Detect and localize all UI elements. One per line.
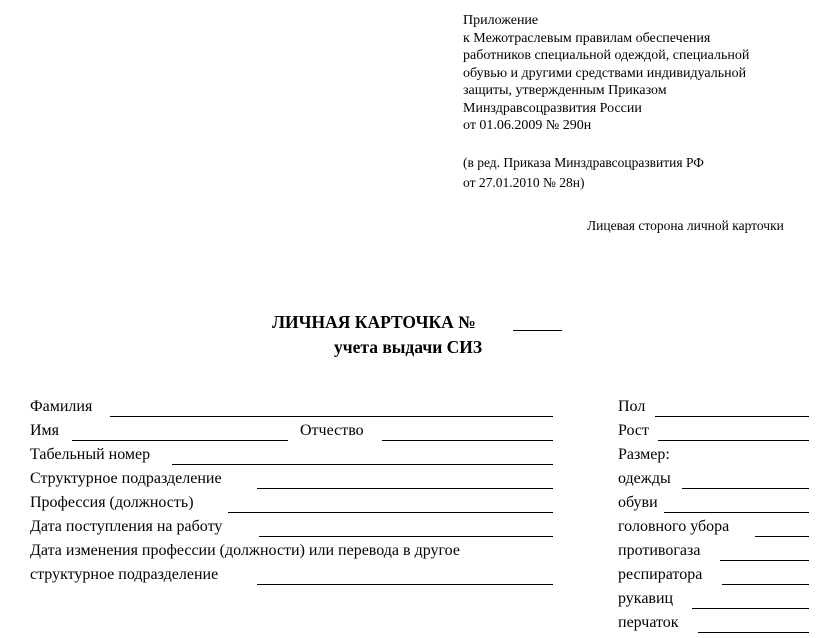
mittens-size-label: рукавиц [618, 590, 674, 607]
headwear-size-label: головного убора [618, 518, 730, 535]
gas-mask-size-field[interactable] [720, 560, 809, 561]
appendix-line: к Межотраслевым правилам обеспечения [463, 30, 711, 46]
respirator-size-field[interactable] [722, 584, 809, 585]
clothes-size-label: одежды [618, 470, 671, 487]
name-label: Имя [30, 422, 60, 439]
shoes-size-field[interactable] [664, 512, 809, 513]
profession-field[interactable] [228, 512, 553, 513]
change-field[interactable] [257, 584, 553, 585]
department-field[interactable] [257, 488, 553, 489]
card-number-field[interactable] [513, 330, 562, 331]
respirator-size-label: респиратора [618, 566, 703, 583]
appendix-line: обувью и другими средствами индивидуальной [463, 65, 747, 81]
clothes-size-field[interactable] [682, 488, 809, 489]
headwear-size-field[interactable] [755, 536, 809, 537]
gloves-size-field[interactable] [698, 632, 809, 633]
name-field[interactable] [72, 440, 288, 441]
edition-line: (в ред. Приказа Минздравсоцразвития РФ [463, 155, 704, 170]
personnel-number-field[interactable] [172, 464, 553, 465]
patronymic-label: Отчество [300, 422, 364, 439]
appendix-block [463, 12, 749, 135]
appendix-line: защиты, утвержденным Приказом [463, 83, 667, 98]
gender-label: Пол [618, 398, 646, 415]
gloves-size-label: перчаток [618, 614, 679, 631]
hire-date-label: Дата поступления на работу [30, 518, 223, 535]
appendix-line: работников специальной одеждой, специальной [463, 48, 750, 63]
size-label: Размер: [618, 446, 670, 463]
change-date-label: Дата изменения профессии (должности) или перевода в другое [30, 542, 460, 559]
height-label: Рост [618, 422, 649, 439]
patronymic-field[interactable] [382, 440, 553, 441]
edition-line: от 27.01.2010 № 28н) [463, 175, 585, 190]
card-title: ЛИЧНАЯ КАРТОЧКА № [272, 312, 476, 332]
appendix-line: Минздравсоцразвития России [463, 100, 642, 116]
mittens-size-field[interactable] [692, 608, 809, 609]
edition-note [463, 153, 704, 193]
appendix-line: от 01.06.2009 № 290н [463, 118, 592, 133]
change-department-label: структурное подразделение [30, 566, 219, 583]
surname-field[interactable] [110, 416, 553, 417]
surname-label: Фамилия [30, 398, 93, 415]
gas-mask-size-label: противогаза [618, 542, 701, 559]
gender-field[interactable] [655, 416, 809, 417]
card-subtitle: учета выдачи СИЗ [334, 337, 483, 357]
height-field[interactable] [658, 440, 809, 441]
profession-label: Профессия (должность) [30, 494, 194, 511]
appendix-line: Приложение [463, 13, 539, 28]
hire-date-field[interactable] [259, 536, 553, 537]
face-side-label: Лицевая сторона личной карточки [587, 218, 784, 233]
shoes-size-label: обуви [618, 494, 658, 511]
personnel-number-label: Табельный номер [30, 446, 151, 463]
department-label: Структурное подразделение [30, 470, 222, 487]
